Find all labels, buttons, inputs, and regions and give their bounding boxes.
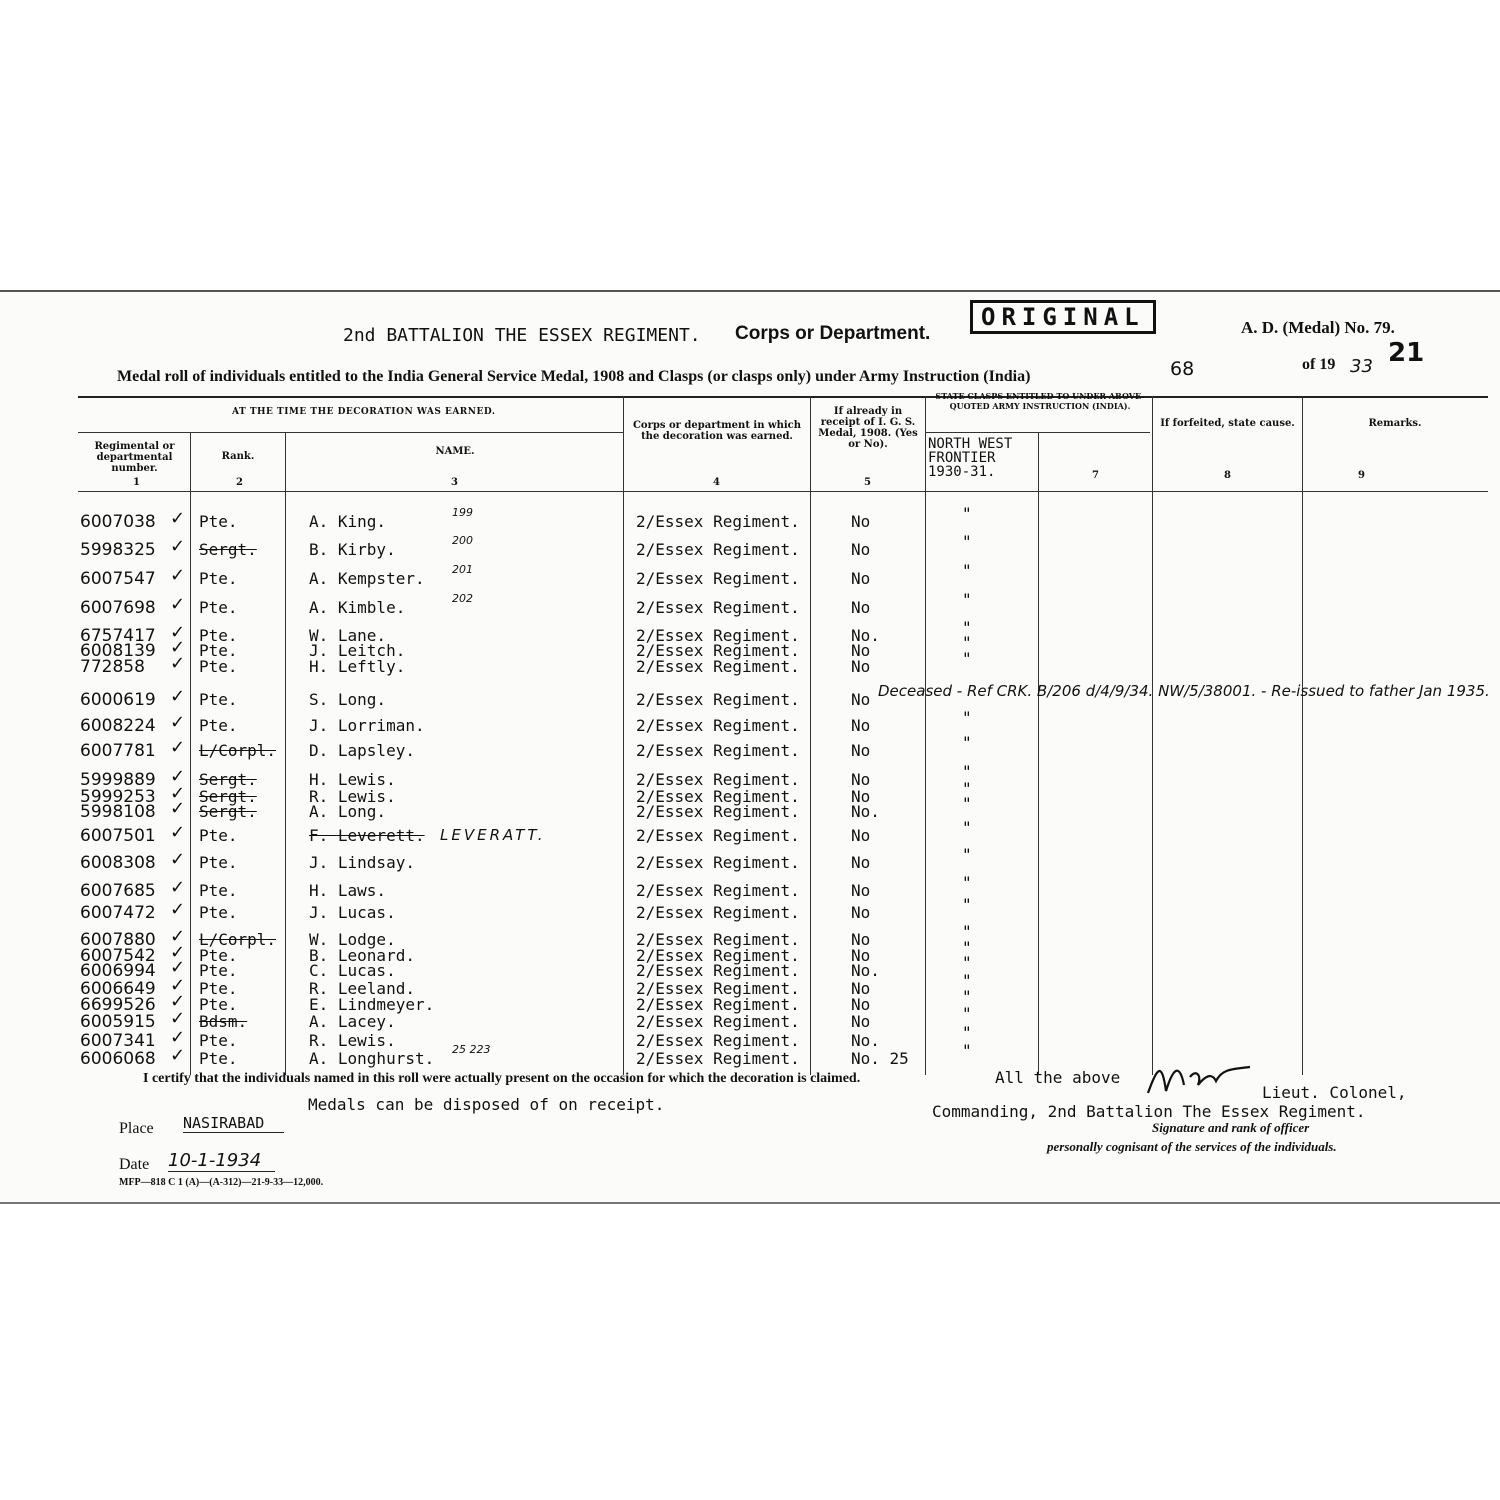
name-cell: S. Long.: [309, 690, 387, 709]
received-cell: No.: [851, 802, 880, 821]
regimental-number: 6007685: [80, 881, 156, 901]
rank-cell: Pte.: [199, 881, 238, 900]
col-header-corps: Corps or department in which the decoration was earned.: [632, 420, 802, 442]
received-cell: No: [851, 716, 871, 735]
clasp-ditto-mark: ": [962, 633, 972, 652]
rank-cell: Pte.: [199, 657, 238, 676]
regimental-number: 6006649: [80, 979, 156, 999]
regimental-number: 772858: [80, 657, 145, 677]
name-cell: R. Lewis.: [309, 787, 396, 806]
corps-cell: 2/Essex Regiment.: [636, 598, 800, 617]
name-cell: H. Laws.: [309, 881, 387, 900]
name-cell: D. Lapsley.: [309, 741, 415, 760]
corps-cell: 2/Essex Regiment.: [636, 881, 800, 900]
received-cell: No: [851, 826, 871, 845]
clasp-ditto-mark: ": [962, 618, 972, 637]
name-cell: F. Leverett.: [309, 826, 425, 845]
received-cell: No: [851, 930, 871, 949]
date-value: 10-1-1934: [168, 1150, 275, 1172]
col-num-3: 3: [451, 477, 458, 488]
corps-cell: 2/Essex Regiment.: [636, 1012, 800, 1031]
received-cell: No.: [851, 1031, 880, 1050]
clasp-ditto-mark: ": [962, 779, 972, 798]
clasp-ditto-mark: ": [962, 873, 972, 892]
corps-cell: 2/Essex Regiment.: [636, 853, 800, 872]
form-number: A. D. (Medal) No. 79.: [1241, 318, 1395, 337]
clasp-ditto-mark: ": [962, 708, 972, 727]
received-cell: No: [851, 770, 871, 789]
name-cell: J. Lucas.: [309, 903, 396, 922]
rank-cell: Sergt.: [199, 802, 257, 821]
check-mark-icon: ✓: [170, 686, 186, 707]
name-cell: A. Kempster.: [309, 569, 425, 588]
col-header-remarks: Remarks.: [1368, 418, 1422, 429]
corps-cell: 2/Essex Regiment.: [636, 961, 800, 980]
clasp-ditto-mark: ": [962, 561, 972, 580]
corps-cell: 2/Essex Regiment.: [636, 657, 800, 676]
regimental-number: 6006068: [80, 1049, 156, 1069]
check-mark-icon: ✓: [170, 1008, 186, 1029]
received-cell: No: [851, 569, 871, 588]
name-cell: J. Leitch.: [309, 641, 406, 660]
received-cell: No: [851, 853, 871, 872]
check-mark-icon: ✓: [170, 1045, 186, 1066]
regimental-number: 5999253: [80, 787, 156, 807]
regimental-number: 5998325: [80, 540, 156, 560]
clasp-ditto-mark: ": [962, 987, 972, 1006]
rank-cell: Sergt.: [199, 787, 257, 806]
received-cell: No: [851, 690, 871, 709]
col-num-1: 1: [133, 477, 140, 488]
check-mark-icon: ✓: [170, 991, 186, 1012]
group-header: AT THE TIME THE DECORATION WAS EARNED.: [232, 407, 496, 417]
clasp-ditto-mark: ": [962, 590, 972, 609]
corps-cell: 2/Essex Regiment.: [636, 802, 800, 821]
received-cell: No. 25: [851, 1049, 909, 1068]
received-cell: No: [851, 641, 871, 660]
group-rule: [78, 432, 623, 433]
clasp-ditto-mark: ": [962, 818, 972, 837]
name-cell: R. Leeland.: [309, 979, 415, 998]
name-annotation: 200: [452, 534, 473, 547]
col-header-rank: Rank.: [221, 451, 255, 462]
header-bottom-rule: [78, 491, 1488, 492]
check-mark-icon: ✓: [170, 926, 186, 947]
rank-cell: Pte.: [199, 1049, 238, 1068]
received-cell: No.: [851, 961, 880, 980]
place-value: NASIRABAD: [183, 1114, 284, 1133]
rank-cell: Pte.: [199, 961, 238, 980]
regimental-number: 6007038: [80, 512, 156, 532]
corps-cell: 2/Essex Regiment.: [636, 716, 800, 735]
col-rule-8: [1302, 396, 1303, 1075]
check-mark-icon: ✓: [170, 942, 186, 963]
clasp-ditto-mark: ": [962, 733, 972, 752]
check-mark-icon: ✓: [170, 653, 186, 674]
received-cell: No: [851, 979, 871, 998]
col-header-forfeited: If forfeited, state cause.: [1160, 418, 1295, 429]
received-cell: No: [851, 995, 871, 1014]
name-cell: H. Lewis.: [309, 770, 396, 789]
commanding-line: Commanding, 2nd Battalion The Essex Regiment.: [932, 1102, 1366, 1121]
rank-cell: Pte.: [199, 1031, 238, 1050]
name-cell: J. Lindsay.: [309, 853, 415, 872]
clasp-ditto-mark: ": [962, 845, 972, 864]
rank-cell: Pte.: [199, 569, 238, 588]
check-mark-icon: ✓: [170, 822, 186, 843]
received-cell: No: [851, 881, 871, 900]
received-cell: No: [851, 946, 871, 965]
corps-cell: 2/Essex Regiment.: [636, 512, 800, 531]
received-cell: No: [851, 512, 871, 531]
rank-cell: Pte.: [199, 690, 238, 709]
corps-cell: 2/Essex Regiment.: [636, 770, 800, 789]
check-mark-icon: ✓: [170, 1027, 186, 1048]
clasp-ditto-mark: ": [962, 532, 972, 551]
check-mark-icon: ✓: [170, 957, 186, 978]
col-header-clasp-group: STATE CLASPS ENTITLED TO UNDER ABOVE-QUOTED ARMY INSTRUCTION (INDIA).: [935, 391, 1145, 411]
name-cell: B. Leonard.: [309, 946, 415, 965]
name-cell: R. Lewis.: [309, 1031, 396, 1050]
instruction-number: 68: [1170, 358, 1195, 380]
name-cell: A. King.: [309, 512, 387, 531]
regimental-number: 6007542: [80, 946, 156, 966]
clasp-ditto-mark: ": [962, 953, 972, 972]
check-mark-icon: ✓: [170, 798, 186, 819]
rank-cell: Sergt.: [199, 770, 257, 789]
regimental-number: 6008139: [80, 641, 156, 661]
rank-cell: Bdsm.: [199, 1012, 248, 1031]
original-stamp: ORIGINAL: [970, 300, 1156, 334]
name-cell: B. Kirby.: [309, 540, 396, 559]
received-cell: No.: [851, 626, 880, 645]
regimental-number: 6699526: [80, 995, 156, 1015]
regimental-number: 5998108: [80, 802, 156, 822]
col-header-number: Regimental or departmental number.: [94, 441, 175, 474]
cognisant-label: personally cognisant of the services of the individuals.: [1047, 1139, 1337, 1154]
clasp-north-west-frontier: NORTH WEST FRONTIER 1930-31.: [928, 436, 1013, 480]
check-mark-icon: ✓: [170, 594, 186, 615]
clasp-ditto-mark: ": [962, 794, 972, 813]
rank-cell: Pte.: [199, 903, 238, 922]
print-code: MFP—818 C 1 (A)—(A-312)—21-9-33—12,000.: [119, 1177, 324, 1188]
name-cell: C. Lucas.: [309, 961, 396, 980]
regimental-number: 6007501: [80, 826, 156, 846]
regimental-number: 6007698: [80, 598, 156, 618]
name-cell: H. Leftly.: [309, 657, 406, 676]
check-mark-icon: ✓: [170, 565, 186, 586]
rank-cell: Pte.: [199, 853, 238, 872]
corps-cell: 2/Essex Regiment.: [636, 540, 800, 559]
regimental-number: 6008308: [80, 853, 156, 873]
signature-scribble: [1140, 1055, 1260, 1100]
regimental-number: 6007547: [80, 569, 156, 589]
corps-cell: 2/Essex Regiment.: [636, 930, 800, 949]
name-cell: E. Lindmeyer.: [309, 995, 435, 1014]
regimental-number: 6008224: [80, 716, 156, 736]
table-top-rule: [78, 396, 1488, 398]
officer-rank: Lieut. Colonel,: [1262, 1083, 1407, 1102]
corps-cell: 2/Essex Regiment.: [636, 1049, 800, 1068]
clasp-ditto-mark: ": [962, 762, 972, 781]
corps-cell: 2/Essex Regiment.: [636, 1031, 800, 1050]
corps-cell: 2/Essex Regiment.: [636, 903, 800, 922]
regimental-number: 6007341: [80, 1031, 156, 1051]
col-rule-6: [1038, 432, 1039, 1075]
typed-note-1: All the above: [995, 1068, 1121, 1087]
received-cell: No: [851, 1012, 871, 1031]
col-rule-7: [1152, 396, 1153, 1075]
col-rule-2: [285, 432, 286, 1075]
corps-cell: 2/Essex Regiment.: [636, 787, 800, 806]
name-annotation: LEVERATT.: [440, 826, 546, 844]
corps-label: Corps or Department.: [735, 323, 931, 344]
regimental-number: 6000619: [80, 690, 156, 710]
name-cell: J. Lorriman.: [309, 716, 425, 735]
col-rule-3: [623, 396, 624, 1075]
col-num-8: 8: [1224, 470, 1231, 481]
col-header-name: NAME.: [435, 446, 475, 457]
year-suffix: 33: [1350, 356, 1373, 377]
name-annotation: 201: [452, 563, 473, 576]
col-num-2: 2: [236, 477, 243, 488]
check-mark-icon: ✓: [170, 712, 186, 733]
regimental-number: 6007880: [80, 930, 156, 950]
place-label: Place: [119, 1120, 154, 1137]
battalion-title: 2nd BATTALION THE ESSEX REGIMENT.: [343, 325, 701, 346]
col-num-5: 5: [864, 477, 871, 488]
corps-cell: 2/Essex Regiment.: [636, 569, 800, 588]
name-annotation: 199: [452, 506, 473, 519]
name-annotation: 202: [452, 592, 473, 605]
name-cell: W. Lane.: [309, 626, 387, 645]
corps-cell: 2/Essex Regiment.: [636, 995, 800, 1014]
deceased-remark: Deceased - Ref CRK. B/206 d/4/9/34. NW/5/38001. - Re-issued to father Jan 1935.: [878, 682, 1490, 700]
check-mark-icon: ✓: [170, 637, 186, 658]
rank-cell: Pte.: [199, 626, 238, 645]
received-cell: No: [851, 787, 871, 806]
name-cell: W. Lodge.: [309, 930, 396, 949]
rank-cell: Pte.: [199, 598, 238, 617]
roll-subtitle: Medal roll of individuals entitled to the India General Service Medal, 1908 and Clasps (or clasps only) under Army Instruction (India): [117, 368, 1031, 385]
clasp-ditto-mark: ": [962, 1041, 972, 1060]
corps-cell: 2/Essex Regiment.: [636, 626, 800, 645]
received-cell: No: [851, 598, 871, 617]
rank-cell: L/Corpl.: [199, 741, 277, 760]
regimental-number: 6005915: [80, 1012, 156, 1032]
name-cell: A. Kimble.: [309, 598, 406, 617]
clasp-ditto-mark: ": [962, 504, 972, 523]
check-mark-icon: ✓: [170, 899, 186, 920]
clasp-ditto-mark: ": [962, 649, 972, 668]
check-mark-icon: ✓: [170, 737, 186, 758]
col-num-7: 7: [1092, 470, 1099, 481]
check-mark-icon: ✓: [170, 766, 186, 787]
name-cell: A. Lacey.: [309, 1012, 396, 1031]
date-label: Date: [119, 1156, 150, 1173]
regimental-number: 6007781: [80, 741, 156, 761]
corps-cell: 2/Essex Regiment.: [636, 641, 800, 660]
clasp-ditto-mark: ": [962, 971, 972, 990]
clasp-ditto-mark: ": [962, 938, 972, 957]
rank-cell: Pte.: [199, 979, 238, 998]
clasp-ditto-mark: ": [962, 895, 972, 914]
rank-cell: Pte.: [199, 641, 238, 660]
corps-cell: 2/Essex Regiment.: [636, 741, 800, 760]
clasp-ditto-mark: ": [962, 1004, 972, 1023]
corps-cell: 2/Essex Regiment.: [636, 946, 800, 965]
received-cell: No: [851, 903, 871, 922]
check-mark-icon: ✓: [170, 622, 186, 643]
received-cell: No: [851, 540, 871, 559]
corps-cell: 2/Essex Regiment.: [636, 979, 800, 998]
regimental-number: 6007472: [80, 903, 156, 923]
rank-cell: Pte.: [199, 995, 238, 1014]
rank-cell: Pte.: [199, 946, 238, 965]
clasp-ditto-mark: ": [962, 1023, 972, 1042]
signature-label: Signature and rank of officer: [1152, 1120, 1310, 1135]
col-rule-5: [925, 396, 926, 1075]
col-header-received: If already in receipt of I. G. S. Medal, 1908. (Yes or No).: [818, 406, 918, 450]
rank-cell: Pte.: [199, 716, 238, 735]
regimental-number: 5999889: [80, 770, 156, 790]
received-cell: No: [851, 741, 871, 760]
rank-cell: Pte.: [199, 512, 238, 531]
corps-cell: 2/Essex Regiment.: [636, 690, 800, 709]
rank-cell: Pte.: [199, 826, 238, 845]
check-mark-icon: ✓: [170, 849, 186, 870]
name-cell: A. Long.: [309, 802, 387, 821]
regimental-number: 6757417: [80, 626, 156, 646]
corps-cell: 2/Essex Regiment.: [636, 826, 800, 845]
check-mark-icon: ✓: [170, 783, 186, 804]
certification-text: I certify that the individuals named in this roll were actually present on the occasion for which the decoration is claimed.: [143, 1071, 861, 1086]
rank-cell: L/Corpl.: [199, 930, 277, 949]
col-num-4: 4: [713, 477, 720, 488]
typed-note-2: Medals can be disposed of on receipt.: [308, 1095, 665, 1114]
col-rule-1: [190, 432, 191, 1075]
check-mark-icon: ✓: [170, 508, 186, 529]
regimental-number: 6006994: [80, 961, 156, 981]
name-annotation: 25 223: [452, 1043, 491, 1056]
check-mark-icon: ✓: [170, 975, 186, 996]
rank-cell: Sergt.: [199, 540, 257, 559]
check-mark-icon: ✓: [170, 877, 186, 898]
clasp-ditto-mark: ": [962, 922, 972, 941]
page-number: 21: [1388, 338, 1425, 368]
col-rule-4: [810, 396, 811, 1075]
received-cell: No: [851, 657, 871, 676]
name-cell: A. Longhurst.: [309, 1049, 435, 1068]
col-num-9: 9: [1358, 470, 1365, 481]
check-mark-icon: ✓: [170, 536, 186, 557]
year-prefix: of 19: [1302, 356, 1336, 373]
